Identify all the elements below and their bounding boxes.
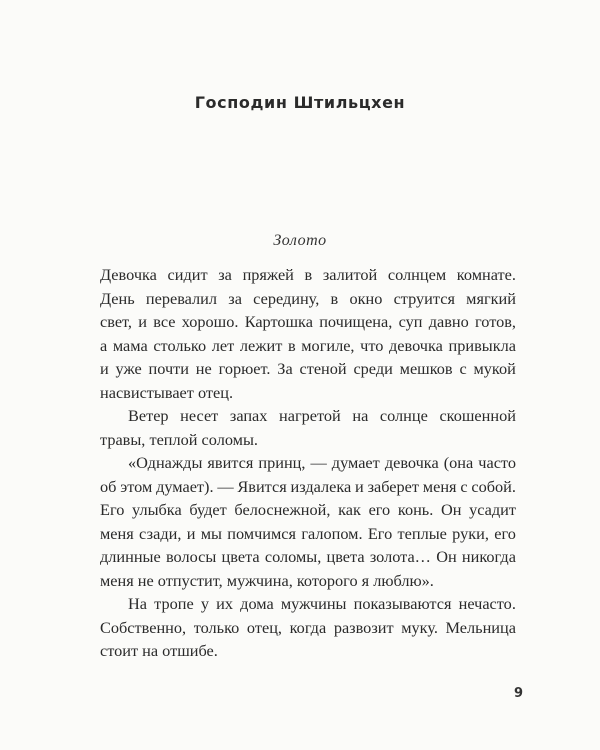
text-line: свет, и все хорошо. Картошка почищена, суп давно готов, [100, 312, 516, 331]
section-title: Золото [273, 232, 327, 249]
body-text [100, 263, 516, 663]
text-line: а мама столько лет лежит в могиле, что девочка привыкла [100, 335, 516, 355]
text-line: насвистывает отец. [100, 382, 234, 402]
chapter-title: Господин Штильцхен [194, 93, 406, 112]
text-line: об этом думает). — Явится издалека и заберет меня с собой. [100, 476, 516, 496]
text-line: Его улыбка будет белоснежной, как его конь. Он усадит [100, 500, 516, 519]
text-line: меня сзади, и мы помчимся галопом. Его теплые руки, его [100, 523, 516, 543]
text-line: травы, теплой соломы. [100, 429, 258, 449]
text-line: длинные волосы цвета соломы, цвета золота… Он никогда [100, 547, 516, 566]
text-line: Собственно, только отец, когда развозит муку. Мельница [100, 617, 516, 637]
text-line: и уже почти не горюет. За стеной среди мешков с мукой [100, 359, 516, 378]
page-number: 9 [513, 686, 523, 701]
text-line: Ветер несет запах нагретой на солнце скошенной [128, 406, 516, 425]
text-line: «Однажды явится принц, — думает девочка (она часто [128, 453, 516, 472]
text-line: меня не отпустит, мужчина, которого я люблю». [100, 570, 434, 590]
text-line: стоит на отшибе. [100, 641, 218, 660]
text-line: Девочка сидит за пряжей в залитой солнцем комнате. [100, 265, 516, 284]
text-line: День перевалил за середину, в окно струится мягкий [100, 288, 516, 308]
text-line: На тропе у их дома мужчины показываются нечасто. [128, 594, 516, 613]
